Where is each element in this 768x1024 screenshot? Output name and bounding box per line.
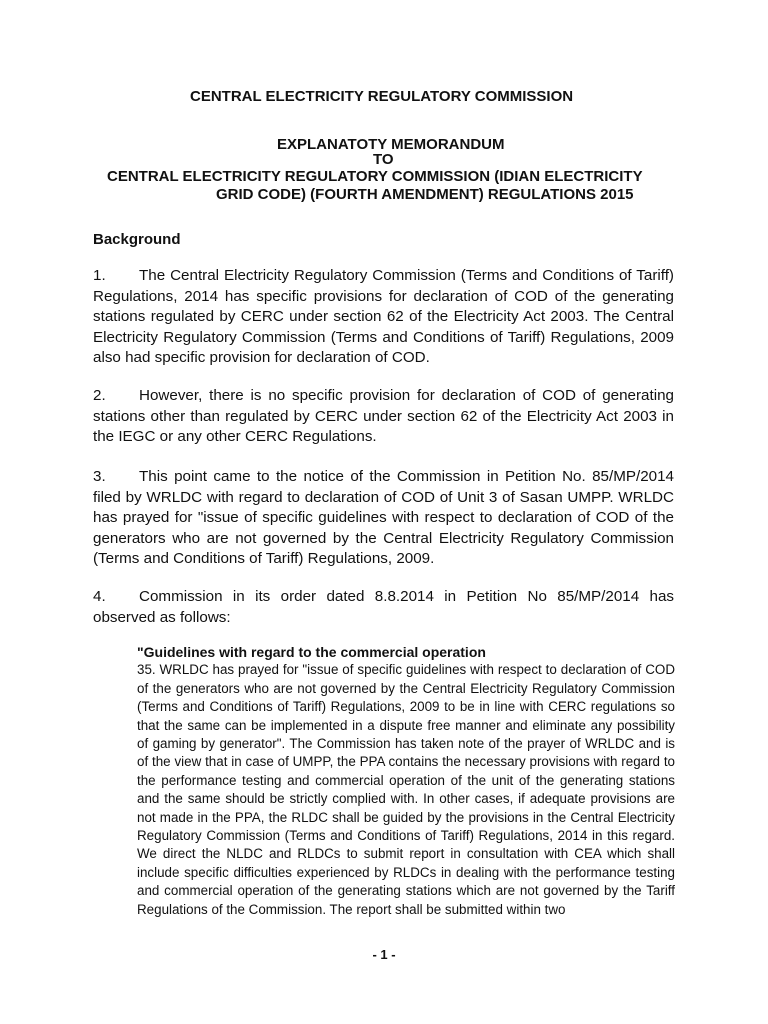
paragraph-4 — [93, 587, 674, 628]
regulation-title-line1: CENTRAL ELECTRICITY REGULATORY COMMISSION (IDIAN ELECTRICITY — [107, 168, 643, 185]
paragraph-3 — [93, 467, 674, 570]
paragraph-2 — [93, 386, 674, 448]
regulation-title-line2: GRID CODE) (FOURTH AMENDMENT) REGULATIONS 2015 — [216, 186, 634, 203]
quote-title: "Guidelines with regard to the commercial operation — [137, 644, 486, 660]
paragraph-number: 4. — [93, 588, 106, 605]
paragraph-number: 3. — [93, 468, 106, 485]
paragraph-number: 2. — [93, 387, 106, 404]
paragraph-text: The Central Electricity Regulatory Commission (Terms and Conditions of Tariff) Regulations, 2014 has specific provisions for declaration of COD of the generating stations regulated by CERC under section 62 of the Electricity Act 2003. The Central Electricity Regulatory Commission (Terms and Conditions of Tariff) Regulations, 2009 also had specific provision for declaration of COD. — [93, 267, 674, 366]
page-number: - 1 - — [372, 947, 396, 962]
quoted-order-block — [137, 643, 675, 919]
section-title-background: Background — [93, 231, 181, 248]
memo-to: TO — [373, 151, 394, 168]
paragraph-1 — [93, 266, 674, 369]
paragraph-text: Commission in its order dated 8.8.2014 in Petition No 85/MP/2014 has observed as follows: — [93, 588, 674, 626]
quote-text: 35. WRLDC has prayed for "issue of specific guidelines with respect to declaration of COD of the generators who are not governed by the Central Electricity Regulatory Commission (Terms and Conditions of Tariff) Regulations, 2009 to be in line with CERC regulations so that the same can be implemented in a dispute free manner and eliminate any possibility of gaming by generator". The Commission has taken note of the prayer of WRLDC and is of the view that in case of UMPP, the PPA contains the necessary provisions with regard to the performance testing and commercial operation of the unit of the generating stations and the same should be strictly complied with. In other cases, if adequate provisions are not made in the PPA, the RLDC shall be guided by the provisions in the Central Electricity Regulatory Commission (Terms and Conditions of Tariff) Regulations, 2014 in this regard. We direct the NLDC and RLDCs to submit report in consultation with CEA which shall include specific difficulties experienced by RLDCs in dealing with the performance testing and commercial operation of the generating stations which are not governed by the Tariff Regulations of the Commission. The report shall be submitted within two — [137, 662, 675, 917]
memo-title: EXPLANATOTY MEMORANDUM — [277, 136, 505, 153]
commission-heading: CENTRAL ELECTRICITY REGULATORY COMMISSION — [190, 88, 574, 105]
paragraph-text: However, there is no specific provision for declaration of COD of generating stations other than regulated by CERC under section 62 of the Electricity Act 2003 in the IEGC or any other CERC Regulations. — [93, 387, 674, 445]
paragraph-text: This point came to the notice of the Commission in Petition No. 85/MP/2014 filed by WRLDC with regard to declaration of COD of Unit 3 of Sasan UMPP. WRLDC has prayed for "issue of specific guidelines with respect to declaration of COD of the generators who are not governed by the Central Electricity Regulatory Commission (Terms and Conditions of Tariff) Regulations, 2009. — [93, 468, 674, 567]
paragraph-number: 1. — [93, 267, 106, 284]
